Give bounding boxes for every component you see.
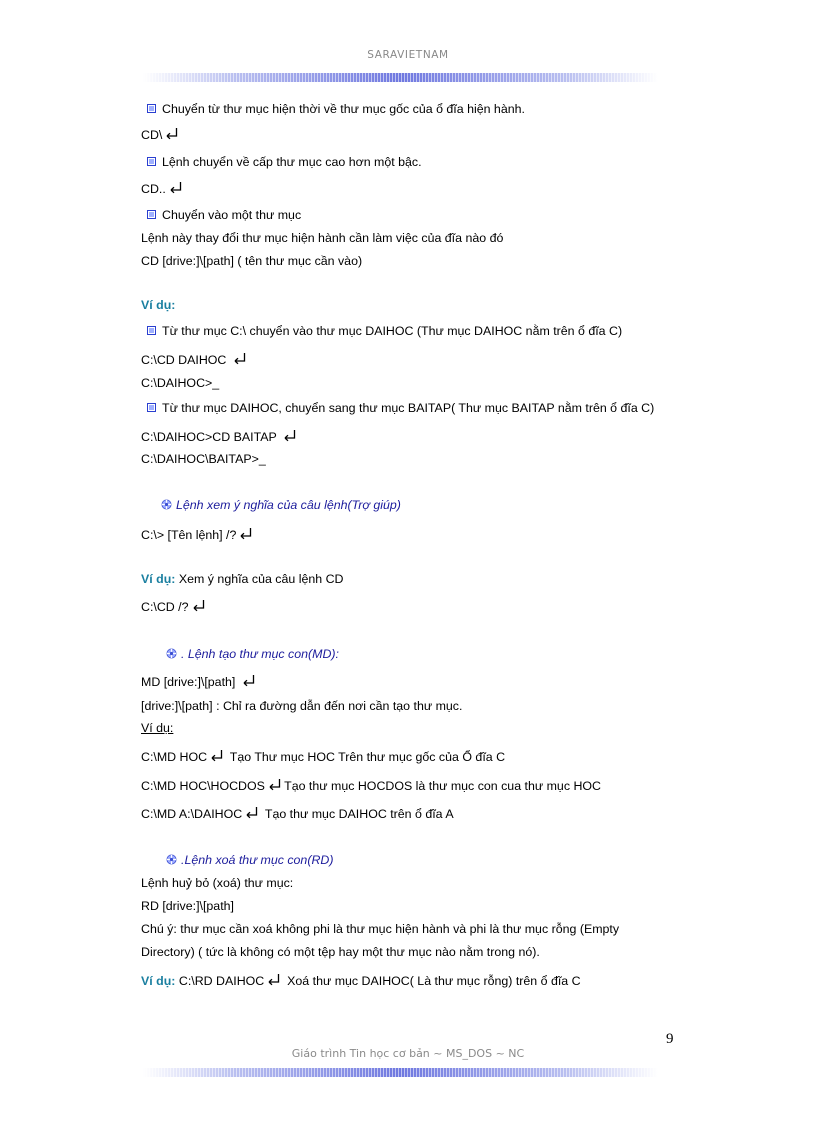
square-bullet-icon: [147, 326, 156, 335]
command-line: C:\MD HOC\HOCDOS Tạo thư mục HOCDOS là thư mục con cua thư mục HOC: [141, 779, 601, 793]
text-line: Directory) ( tức là không có một tệp hay một thư mục nào nằm trong nó).: [141, 945, 540, 959]
enter-key-icon: [242, 674, 255, 687]
command-line: CD\: [141, 127, 178, 142]
gear-bullet-icon: [161, 499, 172, 510]
enter-key-icon: [267, 973, 280, 986]
command-line: C:\> [Tên lệnh] /?: [141, 527, 252, 542]
command-line: C:\CD DAIHOC: [141, 352, 246, 367]
enter-key-icon: [268, 778, 281, 791]
section-heading: . Lệnh tạo thư mục con(MD):: [166, 647, 339, 661]
command-line: CD..: [141, 181, 182, 196]
bullet-line: Từ thư mục C:\ chuyển vào thư mục DAIHOC (Thư mục DAIHOC nằm trên ổ đĩa C): [147, 324, 622, 338]
text-line: C:\DAIHOC\BAITAP>_: [141, 452, 266, 466]
text-line: Lệnh huỷ bỏ (xoá) thư mục:: [141, 876, 294, 890]
command-line: C:\CD /?: [141, 599, 205, 614]
example-label: Ví dụ:: [141, 298, 176, 312]
text-line: [drive:]\[path] : Chỉ ra đường dẫn đến nơi cần tạo thư mục.: [141, 699, 463, 713]
text-line: Lệnh này thay đổi thư mục hiện hành cần làm việc của đĩa nào đó: [141, 231, 504, 245]
command-line: C:\MD A:\DAIHOC Tạo thư mục DAIHOC trên ổ đĩa A: [141, 807, 454, 821]
command-line: MD [drive:]\[path]: [141, 674, 255, 689]
square-bullet-icon: [147, 104, 156, 113]
section-heading: Lệnh xem ý nghĩa của câu lệnh(Trợ giúp): [161, 498, 401, 512]
footer-text: Giáo trình Tin học cơ bản ~ MS_DOS ~ NC: [291, 1047, 525, 1060]
enter-key-icon: [283, 429, 296, 442]
bullet-line: Chuyển từ thư mục hiện thời về thư mục gốc của ổ đĩa hiện hành.: [147, 102, 525, 116]
enter-key-icon: [239, 527, 252, 540]
command-line: C:\DAIHOC>CD BAITAP: [141, 429, 296, 444]
bullet-line: Từ thư mục DAIHOC, chuyển sang thư mục BAITAP( Thư mục BAITAP nằm trên ổ đĩa C): [147, 401, 654, 415]
header-title: SARAVIETNAM: [367, 49, 449, 61]
text-line: C:\DAIHOC>_: [141, 376, 220, 390]
bullet-line: Lệnh chuyển về cấp thư mục cao hơn một bậc.: [147, 155, 422, 169]
text-line: Chú ý: thư mục cần xoá không phi là thư mục hiện hành và phi là thư mục rỗng (Empty: [141, 922, 620, 936]
enter-key-icon: [165, 127, 178, 140]
text-line: CD [drive:]\[path] ( tên thư mục cần vào): [141, 254, 363, 268]
footer-divider: [143, 1068, 658, 1077]
gear-bullet-icon: [166, 648, 177, 659]
page-number: 9: [666, 1031, 674, 1047]
section-heading: .Lệnh xoá thư mục con(RD): [166, 853, 333, 867]
enter-key-icon: [192, 599, 205, 612]
gear-bullet-icon: [166, 854, 177, 865]
enter-key-icon: [210, 749, 223, 762]
enter-key-icon: [245, 806, 258, 819]
square-bullet-icon: [147, 157, 156, 166]
text-line: RD [drive:]\[path]: [141, 899, 234, 913]
bullet-line: Chuyển vào một thư mục: [147, 208, 301, 222]
example-line: Ví dụ: C:\RD DAIHOC Xoá thư mục DAIHOC( Là thư mục rỗng) trên ổ đĩa C: [141, 974, 581, 988]
example-heading: Ví dụ:: [141, 721, 174, 735]
enter-key-icon: [169, 181, 182, 194]
example-line: Ví dụ: Xem ý nghĩa của câu lệnh CD: [141, 572, 344, 586]
enter-key-icon: [233, 352, 246, 365]
square-bullet-icon: [147, 210, 156, 219]
header-divider: [143, 73, 658, 82]
square-bullet-icon: [147, 403, 156, 412]
command-line: C:\MD HOC Tạo Thư mục HOC Trên thư mục gốc của Ổ đĩa C: [141, 750, 506, 764]
